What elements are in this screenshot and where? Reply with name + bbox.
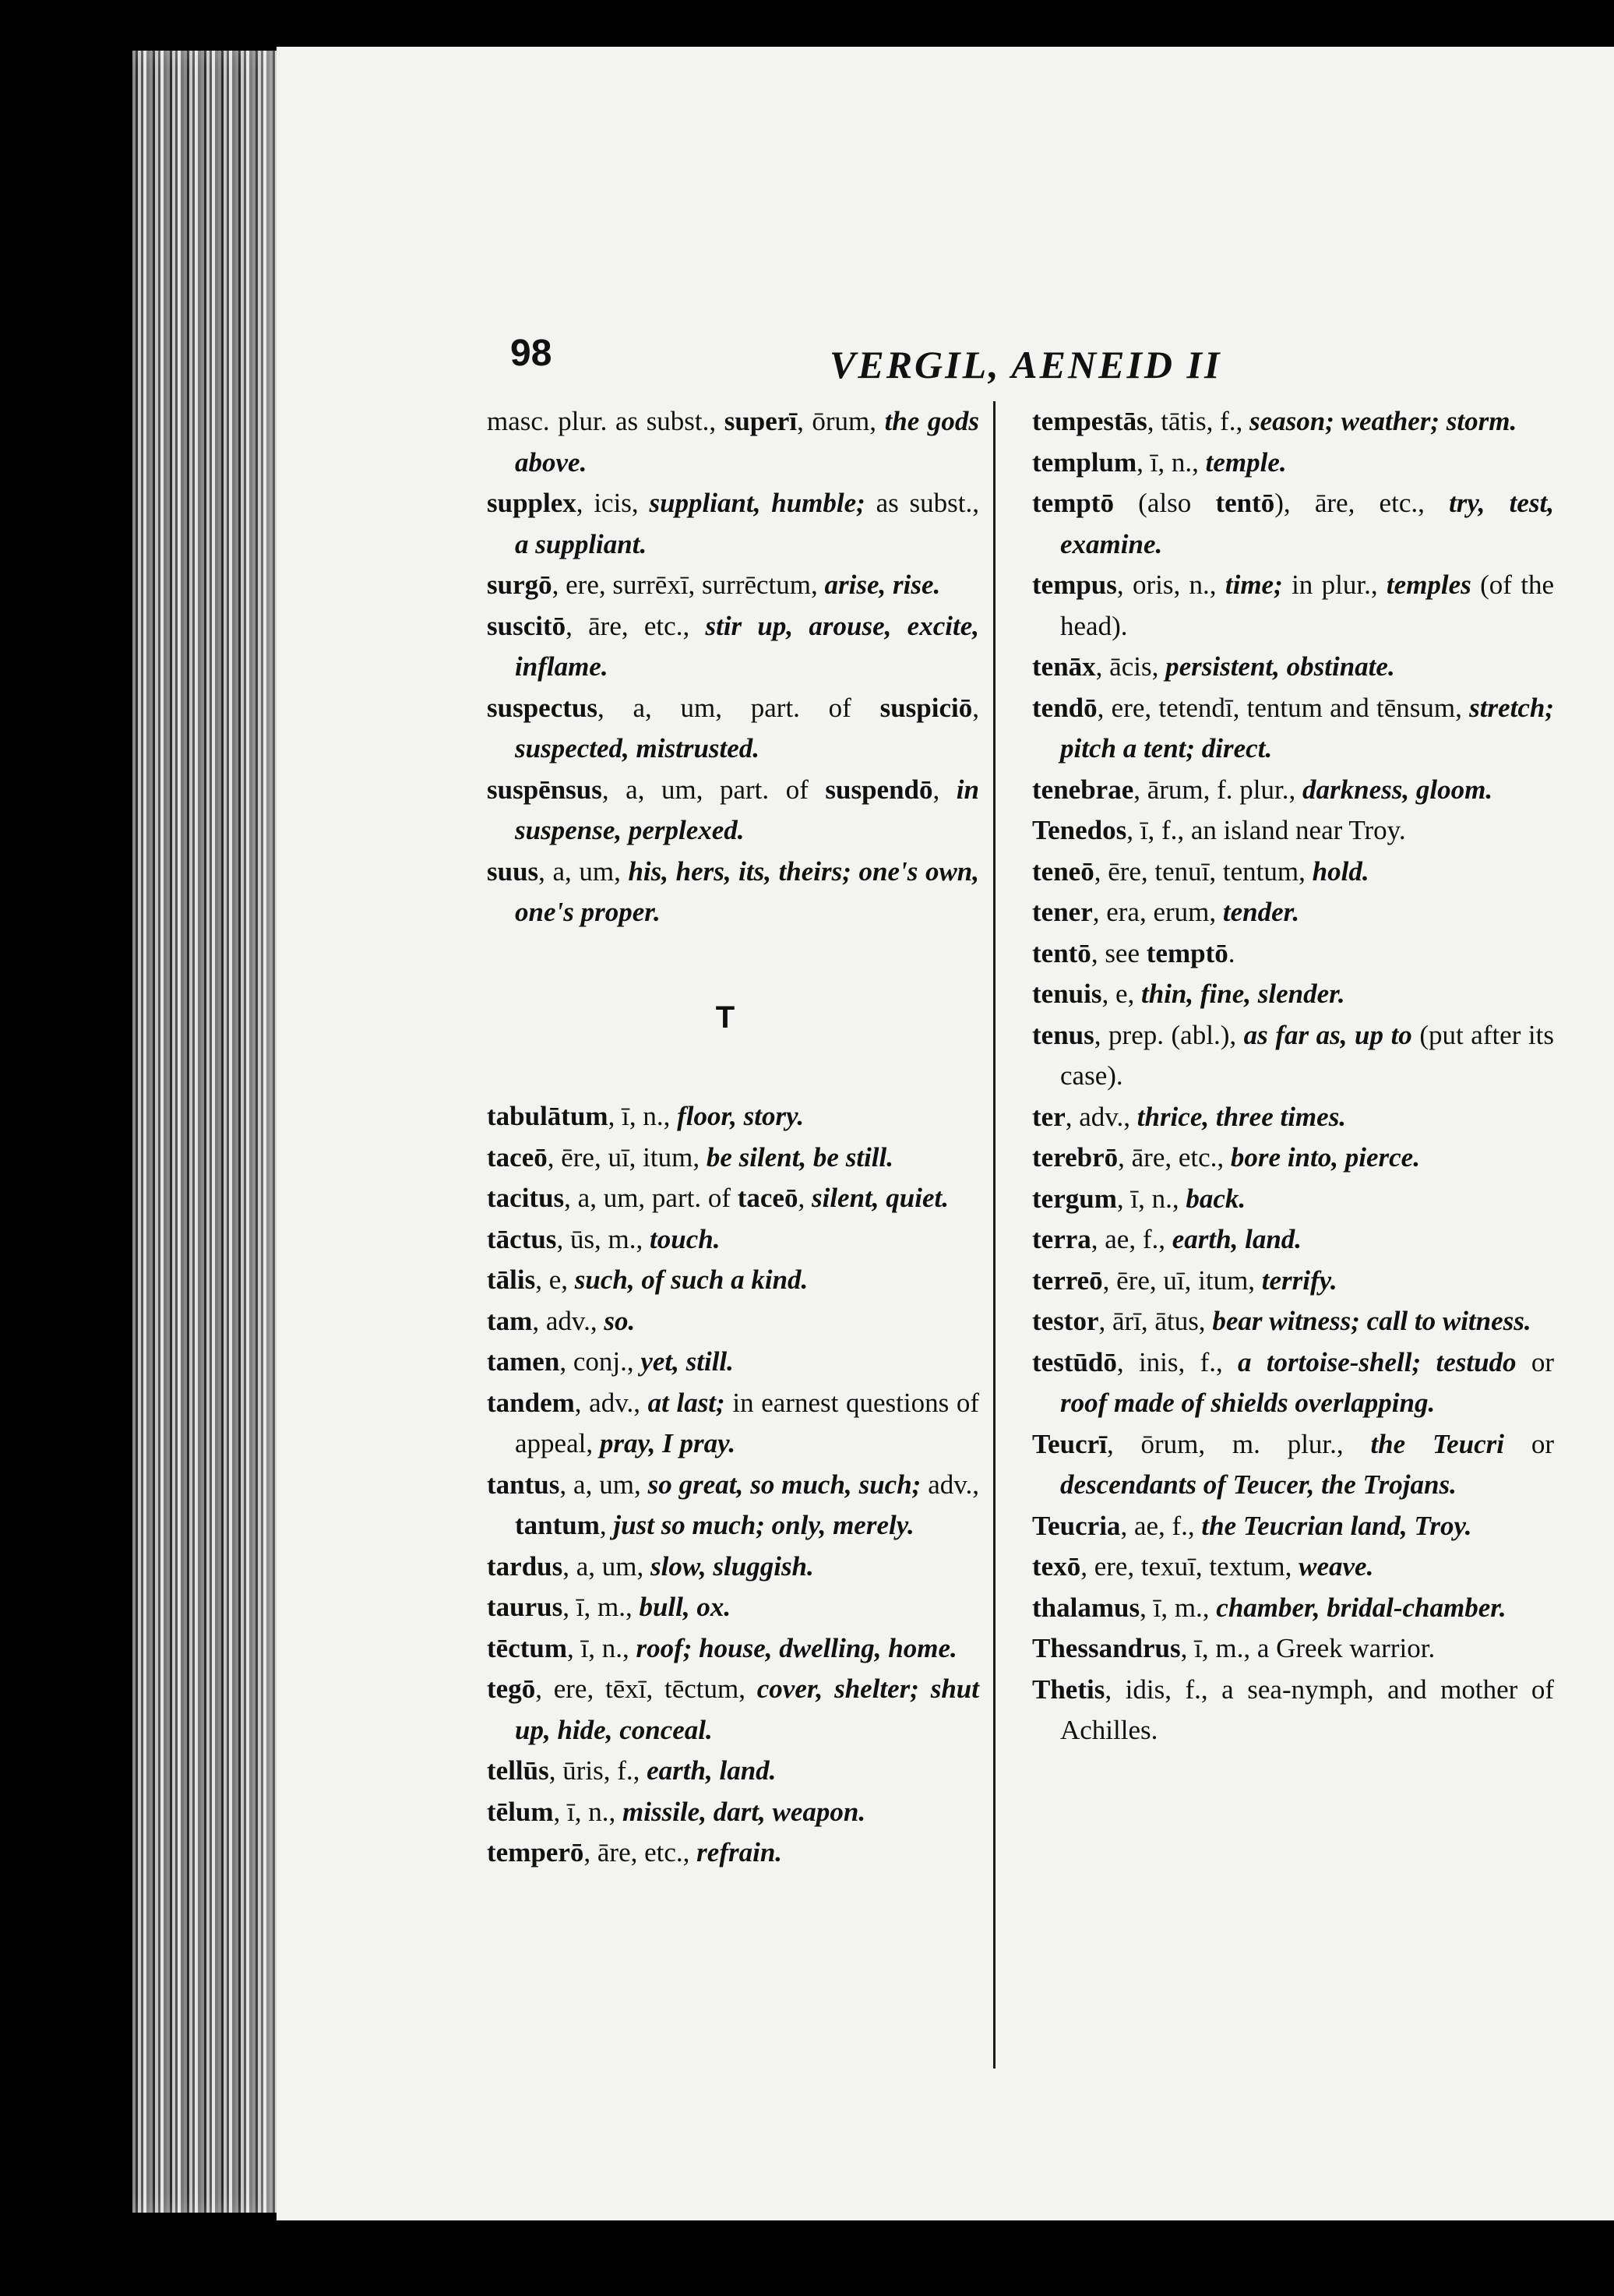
gloss: persistent, obstinate.	[1165, 651, 1395, 682]
grammar-text: , ōrum, m. plur.,	[1106, 1428, 1371, 1459]
gloss: bore into, pierce.	[1230, 1142, 1420, 1173]
dictionary-entry	[1032, 1342, 1554, 1424]
grammar-text: ,	[599, 1510, 614, 1540]
grammar-text: , ī, n.,	[1116, 1183, 1186, 1214]
right-column	[1032, 401, 1554, 1751]
dictionary-entry	[1032, 1179, 1554, 1220]
dictionary-entry	[1032, 892, 1554, 933]
running-title: VERGIL, AENEID II	[830, 343, 1222, 386]
gloss: suspected, mistrusted.	[515, 733, 760, 764]
headword: tamen	[487, 1346, 560, 1377]
dictionary-entry	[487, 606, 979, 688]
headword: templum	[1032, 446, 1137, 478]
headword: tardus	[487, 1550, 563, 1582]
headword: tālis	[487, 1264, 536, 1295]
grammar-text: , a, um,	[559, 1469, 648, 1500]
grammar-text: adv.,	[921, 1469, 979, 1500]
grammar-text: , inis, f.,	[1116, 1346, 1239, 1377]
gloss: at last;	[647, 1387, 725, 1418]
headword: tempus	[1032, 570, 1117, 600]
dictionary-entry	[1032, 483, 1554, 565]
gloss: roof made of shields overlapping.	[1060, 1388, 1436, 1418]
dictionary-entry	[487, 1301, 979, 1342]
grammar-text: , āre, etc.,	[1118, 1142, 1231, 1173]
dictionary-entry	[1032, 1506, 1554, 1547]
gloss: thrice, three times.	[1136, 1101, 1347, 1132]
column-divider	[993, 401, 996, 2069]
section-letter: T	[715, 1000, 735, 1035]
left-entries-after	[487, 1096, 979, 1874]
gloss: chamber, bridal-chamber.	[1216, 1592, 1507, 1623]
gloss: silent, quiet.	[811, 1183, 949, 1213]
gloss: the Teucrian land, Troy.	[1201, 1510, 1472, 1541]
headword: Thessandrus	[1032, 1633, 1181, 1663]
headword: testor	[1032, 1306, 1099, 1336]
gloss: missile, dart, weapon.	[622, 1796, 866, 1827]
gloss: season; weather; storm.	[1249, 406, 1517, 436]
dictionary-entry	[1032, 443, 1554, 484]
gloss: earth, land.	[1172, 1224, 1302, 1254]
grammar-text: , ī, n.,	[608, 1101, 678, 1131]
grammar-text: , ae, f.,	[1091, 1224, 1172, 1254]
dictionary-entry	[1032, 401, 1554, 443]
dictionary-entry	[1032, 852, 1554, 893]
headword: tenus	[1032, 1019, 1094, 1050]
dictionary-entry	[1032, 1097, 1554, 1138]
grammar-text: or	[1504, 1428, 1554, 1459]
left-column	[487, 401, 979, 1874]
dictionary-entry	[1032, 647, 1554, 688]
grammar-text: , oris, n.,	[1116, 570, 1225, 600]
headword: tergum	[1032, 1183, 1117, 1214]
dictionary-entry	[487, 1465, 979, 1547]
headword: temptō	[1032, 488, 1114, 518]
dictionary-entry	[487, 1587, 979, 1628]
dictionary-entry	[487, 483, 979, 565]
dictionary-entry	[1032, 1301, 1554, 1342]
headword: terebrō	[1032, 1142, 1119, 1173]
dictionary-entry	[487, 1669, 979, 1751]
grammar-text: , a, um, part. of	[597, 692, 880, 723]
grammar-text: , āre, etc.,	[566, 610, 706, 641]
headword: supplex	[487, 488, 576, 518]
headword: tantus	[487, 1469, 560, 1500]
dictionary-entry	[1032, 1588, 1554, 1629]
gloss: testudo	[1436, 1346, 1517, 1377]
headword: thalamus	[1032, 1592, 1140, 1623]
headword: testūdō	[1032, 1346, 1117, 1377]
gloss: tender.	[1222, 897, 1300, 927]
left-entries-before	[487, 401, 979, 933]
dictionary-entry	[487, 1219, 979, 1261]
dictionary-entry	[1032, 1261, 1554, 1302]
headword: tellūs	[487, 1755, 549, 1786]
page-edge	[132, 51, 277, 2213]
gloss: temples	[1386, 570, 1471, 600]
gloss: bear witness; call to witness.	[1212, 1306, 1531, 1336]
gloss: just so much; only, merely.	[613, 1510, 914, 1540]
headword: temptō	[1146, 937, 1228, 968]
grammar-text: , era, erum,	[1092, 897, 1223, 927]
dictionary-entry	[487, 1628, 979, 1670]
grammar-text: , e,	[1101, 979, 1142, 1009]
headword: tendō	[1032, 692, 1098, 723]
grammar-text: or	[1516, 1346, 1555, 1377]
grammar-text: , e,	[535, 1264, 575, 1295]
grammar-text: , ūs, m.,	[556, 1223, 650, 1254]
gloss: so.	[604, 1305, 636, 1336]
headword: Teucria	[1032, 1510, 1121, 1541]
grammar-text: , ī, n.,	[1136, 446, 1206, 478]
grammar-text: , a, um,	[562, 1550, 651, 1582]
gloss: temple.	[1205, 446, 1287, 478]
grammar-text: , conj.,	[559, 1346, 641, 1377]
headword: suus	[487, 855, 539, 887]
dictionary-entry	[1032, 1547, 1554, 1588]
dictionary-entry	[487, 1832, 979, 1874]
headword: Teucrī	[1032, 1428, 1107, 1459]
grammar-text: in earnest questions of appeal,	[515, 1387, 979, 1458]
gloss: cover, shelter; shut up, hide, conceal.	[515, 1674, 979, 1745]
dictionary-entry	[1032, 1137, 1554, 1179]
headword: tempestās	[1032, 406, 1147, 436]
headword: tenuis	[1032, 979, 1102, 1009]
grammar-text: , ēre, uī, itum,	[547, 1141, 707, 1173]
grammar-text: , āre, etc.,	[583, 1837, 697, 1867]
right-entries	[1032, 401, 1554, 1751]
dictionary-entry	[1032, 933, 1554, 975]
grammar-text: , a, um, part. of	[601, 774, 826, 805]
headword: tantum	[515, 1510, 600, 1540]
grammar-text: , adv.,	[532, 1305, 604, 1336]
grammar-text: , a, um,	[538, 855, 629, 887]
headword: tenāx	[1032, 651, 1096, 682]
headword: tentō	[1215, 488, 1275, 518]
dictionary-entry	[1032, 974, 1554, 1015]
gloss: pray, I pray.	[599, 1428, 736, 1458]
grammar-text: , ae, f.,	[1120, 1510, 1202, 1541]
gloss: in suspense, perplexed.	[515, 774, 979, 845]
grammar-text: as subst.,	[865, 488, 980, 518]
headword: tacitus	[487, 1183, 565, 1213]
grammar-text: , adv.,	[574, 1387, 648, 1418]
headword: Thetis	[1032, 1674, 1105, 1705]
headword: Tenedos	[1032, 815, 1127, 845]
headword: taceō	[737, 1183, 798, 1213]
gloss: bull, ox.	[639, 1592, 731, 1622]
headword: superī	[724, 406, 798, 436]
dictionary-entry	[1032, 1015, 1554, 1097]
gloss: darkness, gloom.	[1302, 774, 1493, 805]
headword: suspectus	[487, 692, 597, 723]
gloss: slow, sluggish.	[650, 1550, 814, 1582]
headword: tabulātum	[487, 1101, 608, 1131]
dictionary-entry	[487, 1547, 979, 1588]
headword: tandem	[487, 1387, 575, 1418]
grammar-text: (also	[1113, 488, 1216, 518]
dictionary-entry	[487, 852, 979, 933]
grammar-text: , ūris, f.,	[548, 1755, 647, 1786]
grammar-text: , adv.,	[1065, 1101, 1137, 1132]
grammar-text: , ārum, f. plur.,	[1133, 774, 1303, 805]
dictionary-entry	[487, 1383, 979, 1465]
dictionary-entry	[487, 1137, 979, 1179]
grammar-text: , ōrum,	[797, 406, 885, 436]
gloss: try, test, examine.	[1060, 488, 1554, 559]
page-header	[277, 304, 1614, 390]
dictionary-entry	[487, 1260, 979, 1301]
headword: teneō	[1032, 855, 1094, 887]
headword: tentō	[1032, 937, 1091, 968]
grammar-text: in plur.,	[1282, 570, 1387, 600]
gloss: such, of such a kind.	[574, 1264, 809, 1295]
gloss: hold.	[1312, 855, 1369, 887]
gloss: as far as, up to	[1243, 1019, 1412, 1050]
gloss: thin, fine, slender.	[1141, 979, 1345, 1009]
gloss: back.	[1186, 1183, 1246, 1214]
headword: ter	[1032, 1101, 1066, 1132]
grammar-text: , ī, m., a Greek warrior.	[1180, 1633, 1436, 1663]
gloss: terrify.	[1261, 1264, 1337, 1296]
dictionary-entry	[487, 1342, 979, 1383]
headword: taurus	[487, 1592, 563, 1622]
grammar-text: , ēre, uī, itum,	[1102, 1264, 1262, 1296]
dictionary-entry	[1032, 1670, 1554, 1751]
grammar-text	[1421, 1347, 1436, 1377]
dictionary-entry	[487, 1751, 979, 1792]
grammar-text: , ēre, tenuī, tentum,	[1094, 855, 1313, 887]
book-page	[277, 47, 1614, 2220]
gloss: his, hers, its, theirs; one's own, one's proper.	[515, 855, 980, 927]
gloss: time;	[1225, 570, 1283, 600]
gloss: the gods above.	[515, 406, 979, 478]
grammar-text: , ī, f., an island near Troy.	[1126, 815, 1406, 845]
grammar-text: ), āre, etc.,	[1274, 488, 1450, 518]
dictionary-entry	[1032, 1628, 1554, 1670]
headword: tēctum	[487, 1632, 568, 1663]
headword: texō	[1032, 1551, 1081, 1582]
headword: tener	[1032, 897, 1093, 927]
gloss: so great, so much, such;	[647, 1469, 922, 1500]
grammar-text: , ere, surrēxī, surrēctum,	[552, 570, 825, 600]
grammar-text: , ī, m.,	[562, 1592, 640, 1622]
grammar-text: ,	[798, 1183, 812, 1213]
headword: suspiciō	[879, 692, 973, 723]
grammar-text: , a, um, part. of	[564, 1183, 738, 1213]
gloss: suppliant, humble;	[649, 488, 865, 518]
dictionary-entry	[1032, 1219, 1554, 1261]
grammar-text: , idis, f., a sea-nymph, and mother of Achilles.	[1060, 1674, 1554, 1745]
headword: temperō	[487, 1837, 584, 1867]
headword: tam	[487, 1305, 533, 1336]
dictionary-entry	[487, 688, 979, 770]
headword: tāctus	[487, 1223, 557, 1254]
grammar-text: , ere, tēxī, tēctum,	[535, 1674, 757, 1704]
dictionary-entry	[487, 1178, 979, 1219]
gloss: arise, rise.	[824, 570, 941, 600]
headword: suspēnsus	[487, 774, 602, 805]
gloss: earth, land.	[647, 1755, 777, 1786]
gloss: yet, still.	[640, 1346, 734, 1377]
grammar-text: ,	[932, 774, 957, 805]
headword: tegō	[487, 1674, 536, 1704]
grammar-text: , icis,	[576, 488, 650, 518]
grammar-text: , ere, texuī, textum,	[1080, 1551, 1299, 1582]
dictionary-entry	[1032, 688, 1554, 770]
grammar-text: , ī, m.,	[1140, 1592, 1217, 1623]
grammar-text: (of the head).	[1060, 570, 1554, 641]
grammar-text: ,	[972, 692, 979, 723]
headword: terreō	[1032, 1264, 1103, 1296]
gloss: touch.	[650, 1223, 721, 1254]
headword: terra	[1032, 1224, 1091, 1254]
page-number: 98	[510, 333, 552, 374]
grammar-text: , see	[1091, 937, 1147, 968]
gloss: stretch; pitch a tent; direct.	[1060, 692, 1554, 764]
headword: tēlum	[487, 1796, 554, 1827]
dictionary-entry	[1032, 565, 1554, 647]
gloss: stir up, arouse, excite, inflame.	[515, 610, 979, 682]
gloss: refrain.	[696, 1837, 783, 1867]
grammar-text: (put after its case).	[1060, 1019, 1554, 1091]
dictionary-entry	[487, 401, 979, 483]
headword: tenebrae	[1032, 774, 1134, 805]
headword: taceō	[487, 1141, 548, 1173]
headword: surgō	[487, 570, 552, 600]
grammar-text: , ī, n.,	[567, 1632, 636, 1663]
headword: suspendō	[825, 774, 933, 805]
dictionary-entry	[487, 1792, 979, 1833]
gloss: a tortoise-shell;	[1238, 1346, 1422, 1377]
gloss: roof; house, dwelling, home.	[636, 1632, 957, 1663]
gloss: descendants of Teucer, the Trojans.	[1060, 1469, 1457, 1500]
grammar-text: , prep. (abl.),	[1094, 1019, 1244, 1050]
gloss: the Teucri	[1370, 1428, 1505, 1459]
headword: suscitō	[487, 610, 566, 641]
gloss: a suppliant.	[515, 528, 647, 559]
gloss: be silent, be still.	[706, 1141, 893, 1173]
grammar-text: .	[1228, 937, 1235, 968]
grammar-text: masc. plur. as subst.,	[487, 406, 724, 436]
dictionary-entry	[487, 565, 979, 606]
gloss: floor, story.	[677, 1101, 805, 1131]
grammar-text: , ere, tetendī, tentum and tēnsum,	[1097, 692, 1470, 723]
dictionary-entry	[487, 770, 979, 852]
grammar-text: , tātis, f.,	[1147, 406, 1249, 436]
dictionary-entry	[1032, 810, 1554, 852]
grammar-text: , ārī, ātus,	[1098, 1306, 1213, 1336]
gloss: weave.	[1299, 1551, 1374, 1582]
dictionary-entry	[487, 1096, 979, 1137]
grammar-text: , ācis,	[1095, 651, 1166, 682]
dictionary-entry	[1032, 1424, 1554, 1506]
grammar-text: , ī, n.,	[553, 1796, 623, 1827]
dictionary-entry	[1032, 770, 1554, 811]
